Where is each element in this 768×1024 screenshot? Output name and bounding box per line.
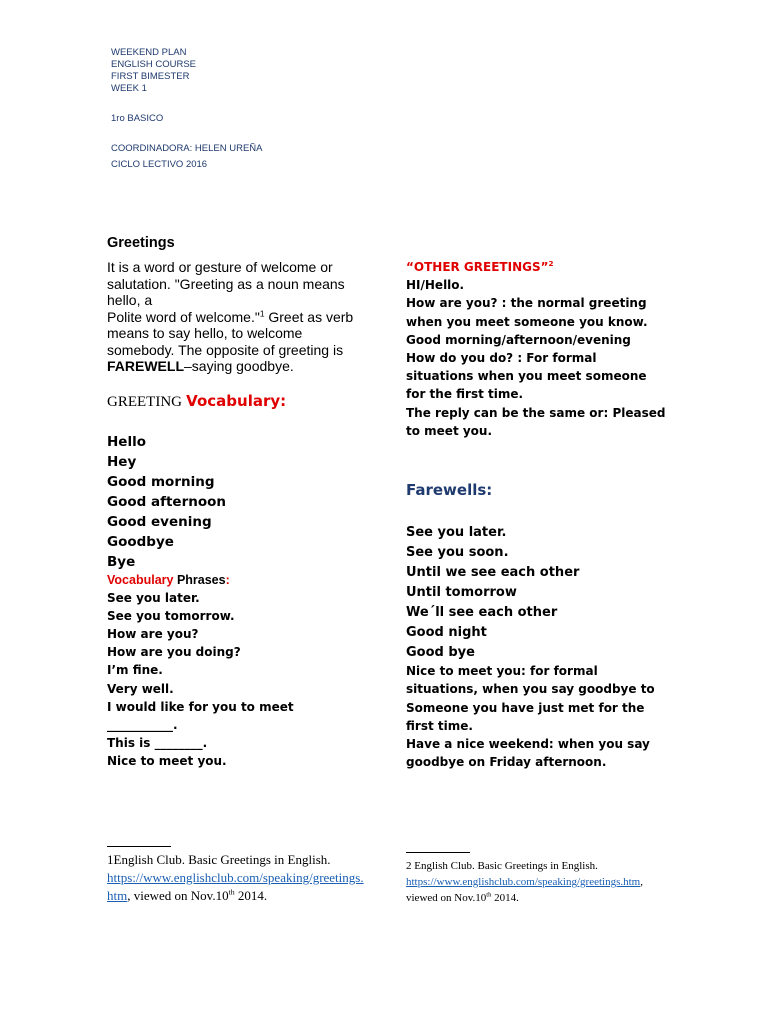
footnote-ref: 2 xyxy=(548,259,554,268)
intro-text: Greet as verb means to say hello, to welcome somebody. The opposite of greeting is xyxy=(107,308,354,358)
list-item: HI/Hello. xyxy=(406,278,465,293)
footnote-ref: 1 xyxy=(259,307,265,318)
list-item: Good morning/afternoon/evening xyxy=(406,332,631,347)
list-item: Nice to meet you. xyxy=(107,753,227,768)
greetings-title: Greetings xyxy=(107,235,175,251)
greetings-intro xyxy=(107,259,362,375)
header-line: WEEK 1 xyxy=(111,83,147,94)
list-item: Good bye xyxy=(406,645,475,660)
vocab-word: Vocabulary: xyxy=(186,392,287,410)
list-item: See you soon. xyxy=(406,545,509,560)
farewell-list xyxy=(406,523,579,663)
document-header xyxy=(111,47,263,171)
coordinator-label: COORDINADORA: HELEN UREÑA xyxy=(111,143,263,154)
list-item: Good afternoon xyxy=(107,494,227,510)
list-item: How are you doing? xyxy=(107,645,241,660)
footnote-link[interactable]: https://www.englishclub.com/speaking/greetings.htm xyxy=(107,870,364,903)
header-line: FIRST BIMESTER xyxy=(111,71,190,82)
list-item: Nice to meet you: for formal situations, when you say goodbye to xyxy=(406,664,655,697)
list-item: Good night xyxy=(406,625,487,640)
vocabulary-heading xyxy=(107,392,286,411)
footnote-link[interactable]: https://www.englishclub.com/speaking/greetings.htm xyxy=(406,876,641,888)
list-item: I’m fine. xyxy=(107,663,163,678)
list-item: See you later. xyxy=(107,591,200,606)
intro-text: –saying goodbye. xyxy=(184,358,294,374)
list-item: Someone you have just met for the first time. xyxy=(406,700,645,733)
list-item: This is ________. xyxy=(107,735,208,750)
list-item: The reply can be the same or: Pleased to meet you. xyxy=(406,405,666,438)
list-item: Hey xyxy=(107,454,137,470)
header-line: ENGLISH COURSE xyxy=(111,59,196,70)
footnote-1: 1English Club. Basic Greetings in English. https://www.englishclub.com/speaking/greetings.htm, viewed on Nov.10th 2014. xyxy=(107,852,364,903)
farewells-title: Farewells: xyxy=(406,481,493,499)
list-item: Hello xyxy=(107,434,146,450)
intro-text: It is a word or gesture of welcome or salutation. "Greeting as a noun means hello, a xyxy=(107,259,345,308)
footnote-2: 2 English Club. Basic Greetings in English. https://www.englishclub.com/speaking/greetings.htm, viewed on Nov.10th 2014. xyxy=(406,860,643,904)
list-item: ___________. xyxy=(107,717,178,732)
list-item: See you later. xyxy=(406,525,507,540)
other-greetings-section xyxy=(406,258,666,440)
list-item: I would like for you to meet xyxy=(107,699,294,714)
greeting-word-list xyxy=(107,432,226,572)
footnote-divider xyxy=(406,852,470,853)
list-item: Good evening xyxy=(107,514,212,530)
list-item: Bye xyxy=(107,554,136,570)
list-item: Very well. xyxy=(107,681,174,696)
vocab-prefix: GREETING xyxy=(107,394,182,410)
list-item: Good morning xyxy=(107,474,215,490)
list-item: We´ll see each other xyxy=(406,605,558,620)
cycle-label: CICLO LECTIVO 2016 xyxy=(111,159,208,170)
phrases-heading: Vocabulary Phrases: xyxy=(107,573,230,587)
list-item: Until we see each other xyxy=(406,565,580,580)
list-item: Have a nice weekend: when you say goodbye on Friday afternoon. xyxy=(406,737,650,770)
header-line: WEEKEND PLAN xyxy=(111,47,187,58)
other-greetings-title: “OTHER GREETINGS”$^2$ xyxy=(406,259,554,274)
intro-text: Polite word of welcome." xyxy=(107,308,260,325)
list-item: Until tomorrow xyxy=(406,585,517,600)
list-item: How do you do? : For formal situations when you meet someone for the first time. xyxy=(406,351,647,402)
farewell-term: FAREWELL xyxy=(107,358,184,374)
phrases-section xyxy=(107,571,294,770)
list-item: How are you? : the normal greeting when you meet someone you know. xyxy=(406,296,648,329)
footnote-divider xyxy=(107,846,171,847)
grade-label: 1ro BASICO xyxy=(111,113,164,124)
farewell-notes xyxy=(406,662,666,772)
list-item: Goodbye xyxy=(107,534,174,550)
list-item: See you tomorrow. xyxy=(107,609,235,624)
list-item: How are you? xyxy=(107,627,199,642)
